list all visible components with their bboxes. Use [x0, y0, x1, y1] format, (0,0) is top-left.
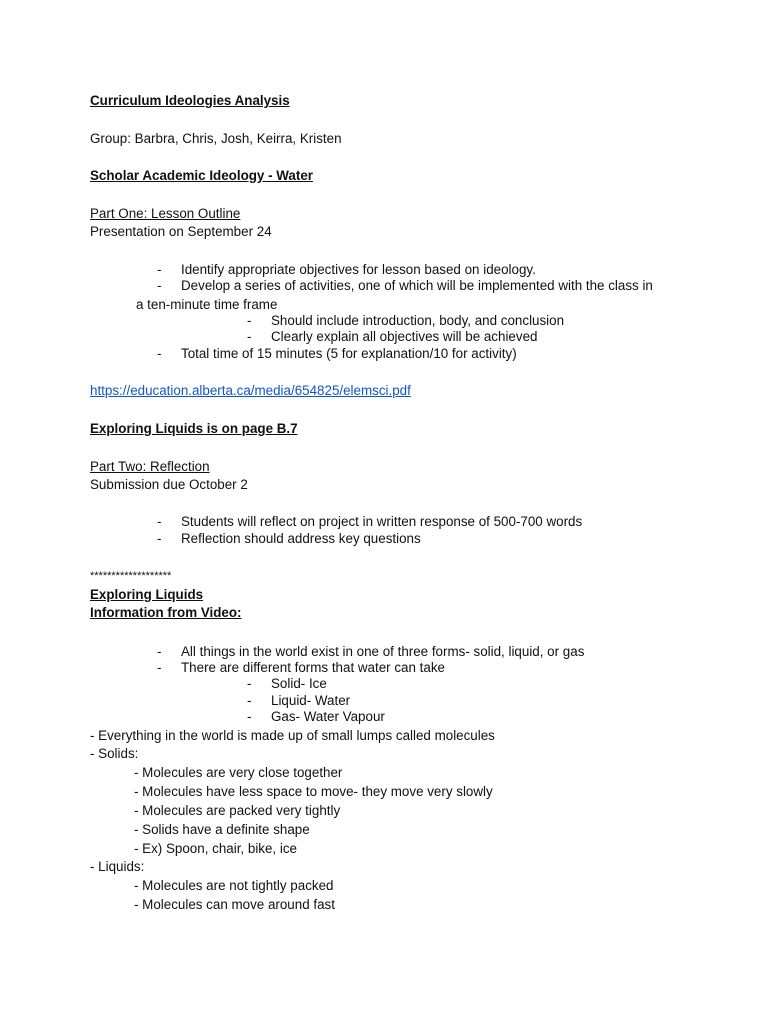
- list-item-continuation: a ten-minute time frame: [136, 297, 278, 312]
- list-item: Gas- Water Vapour: [271, 709, 385, 724]
- bullet-dash: -: [247, 329, 252, 344]
- part-two-heading: Part Two: Reflection: [90, 459, 210, 474]
- ideology-heading: Scholar Academic Ideology - Water: [90, 168, 313, 183]
- note-line: - Molecules can move around fast: [134, 897, 335, 912]
- note-line: - Molecules are very close together: [134, 765, 343, 780]
- bullet-dash: -: [157, 514, 162, 529]
- group-members: Group: Barbra, Chris, Josh, Keirra, Kristen: [90, 131, 342, 146]
- note-line: - Molecules have less space to move- they move very slowly: [134, 784, 493, 799]
- list-item: Develop a series of activities, one of which will be implemented with the class in: [181, 278, 653, 293]
- part-two-date: Submission due October 2: [90, 477, 248, 492]
- part-one-date: Presentation on September 24: [90, 224, 272, 239]
- list-item: Should include introduction, body, and conclusion: [271, 313, 565, 328]
- note-line: - Solids have a definite shape: [134, 822, 310, 837]
- list-item: Reflection should address key questions: [181, 531, 421, 546]
- curriculum-link[interactable]: https://education.alberta.ca/media/654825/elemsci.pdf: [90, 383, 411, 398]
- part-one-heading: Part One: Lesson Outline: [90, 206, 241, 221]
- note-line: - Molecules are not tightly packed: [134, 878, 334, 893]
- bullet-dash: -: [157, 531, 162, 546]
- bullet-dash: -: [157, 660, 162, 675]
- video-info-heading: Information from Video:: [90, 605, 242, 620]
- document-title: Curriculum Ideologies Analysis: [90, 93, 290, 108]
- bullet-dash: -: [247, 676, 252, 691]
- note-line: - Everything in the world is made up of small lumps called molecules: [90, 728, 495, 743]
- bullet-dash: -: [247, 709, 252, 724]
- list-item: Students will reflect on project in written response of 500-700 words: [181, 514, 583, 529]
- list-item: Liquid- Water: [271, 693, 351, 708]
- page-reference: Exploring Liquids is on page B.7: [90, 421, 298, 436]
- exploring-liquids-heading: Exploring Liquids: [90, 587, 204, 602]
- list-item: All things in the world exist in one of three forms- solid, liquid, or gas: [181, 644, 585, 659]
- bullet-dash: -: [247, 313, 252, 328]
- note-line: - Solids:: [90, 746, 139, 761]
- list-item: Clearly explain all objectives will be achieved: [271, 329, 538, 344]
- note-line: - Liquids:: [90, 859, 145, 874]
- bullet-dash: -: [157, 644, 162, 659]
- note-line: - Molecules are packed very tightly: [134, 803, 341, 818]
- bullet-dash: -: [157, 278, 162, 293]
- bullet-dash: -: [247, 693, 252, 708]
- note-line: - Ex) Spoon, chair, bike, ice: [134, 841, 297, 856]
- list-item: Solid- Ice: [271, 676, 327, 691]
- bullet-dash: -: [157, 346, 162, 361]
- bullet-dash: -: [157, 262, 162, 277]
- list-item: There are different forms that water can take: [181, 660, 445, 675]
- separator: *******************: [90, 570, 172, 582]
- list-item: Identify appropriate objectives for lesson based on ideology.: [181, 262, 536, 277]
- list-item: Total time of 15 minutes (5 for explanation/10 for activity): [181, 346, 517, 361]
